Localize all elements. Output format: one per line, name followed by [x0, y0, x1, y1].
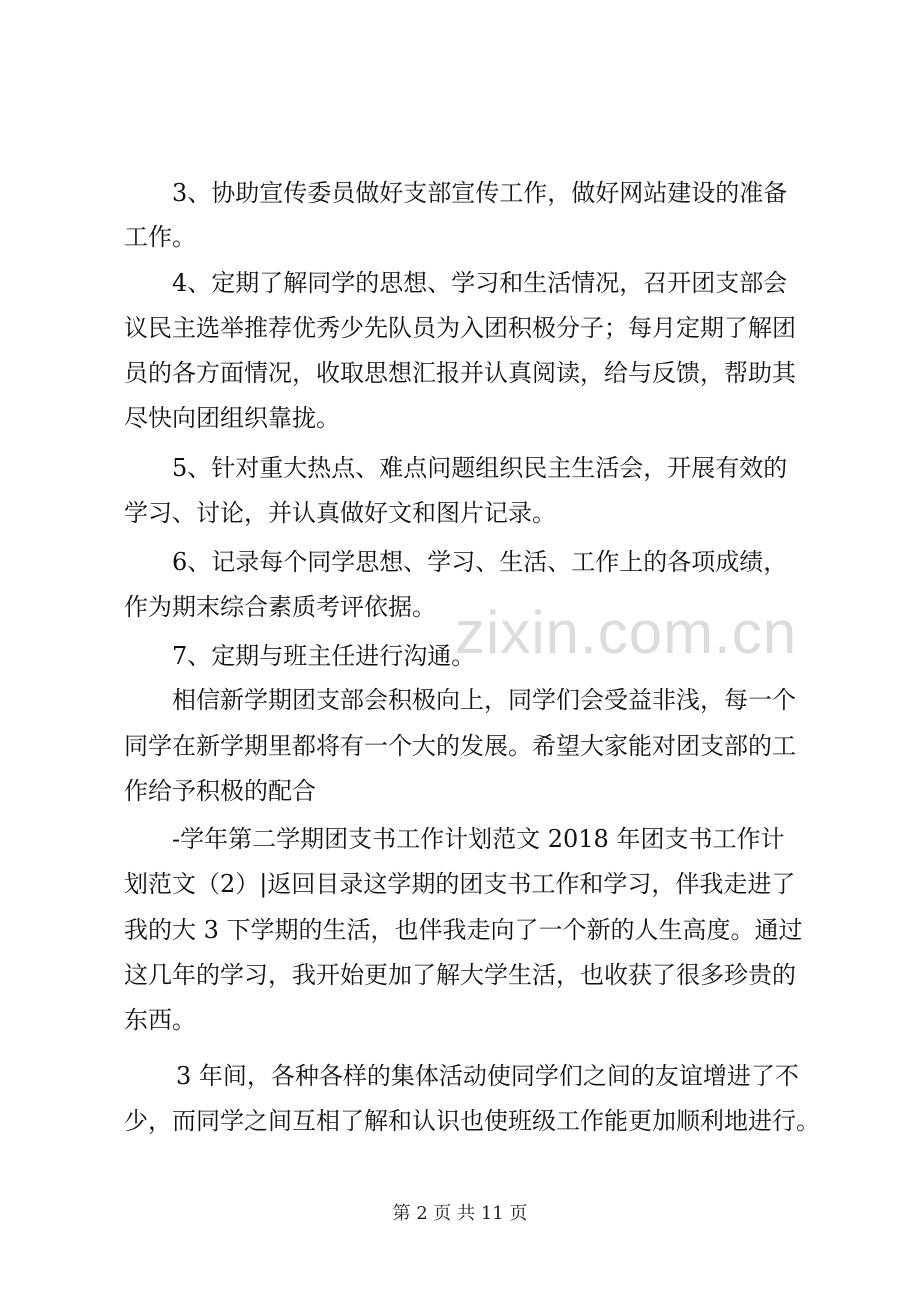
text-line: 学习、讨论，并认真做好文和图片记录。	[124, 499, 556, 527]
text-line: 6、记录每个同学思想、学习、生活、工作上的各项成绩，	[172, 548, 788, 576]
text-line: 少，而同学之间互相了解和认识也使班级工作能更加顺利地进行。	[124, 1107, 820, 1135]
text-line: 员的各方面情况，收取思想汇报并认真阅读，给与反馈，帮助其	[124, 359, 796, 387]
watermark: zixin.com.cn	[455, 599, 798, 666]
text-line: 我的大 3 下学期的生活，也伴我走向了一个新的人生高度。通过	[124, 916, 803, 944]
text-line: 东西。	[124, 1006, 196, 1034]
text-line: 5、针对重大热点、难点问题组织民主生活会，开展有效的	[172, 454, 788, 482]
text-line: 3 年间，各种各样的集体活动使同学们之间的友谊增进了不	[176, 1062, 799, 1090]
text-line: 尽快向团组织靠拢。	[124, 404, 340, 432]
text-line: 3、协助宣传委员做好支部宣传工作，做好网站建设的准备	[172, 179, 788, 207]
text-line: 相信新学期团支部会积极向上，同学们会受益非浅，每一个	[172, 686, 796, 714]
text-line: 作给予积极的配合	[124, 777, 316, 805]
page-footer: 第 2 页 共 11 页	[392, 1203, 528, 1224]
text-line: 作为期末综合素质考评依据。	[124, 593, 436, 621]
text-line: 4、定期了解同学的思想、学习和生活情况，召开团支部会	[172, 269, 788, 297]
text-line: 这几年的学习，我开始更加了解大学生活，也收获了很多珍贵的	[124, 961, 796, 989]
text-line: 工作。	[124, 223, 196, 251]
text-line: 7、定期与班主任进行沟通。	[172, 642, 476, 670]
text-line: -学年第二学期团支书工作计划范文 2018 年团支书工作计	[172, 825, 785, 853]
text-line: 同学在新学期里都将有一个大的发展。希望大家能对团支部的工	[124, 732, 796, 760]
text-line: 划范文（2）|返回目录这学期的团支书工作和学习，伴我走进了	[124, 870, 796, 898]
text-line: 议民主选举推荐优秀少先队员为入团积极分子；每月定期了解团	[124, 314, 796, 342]
